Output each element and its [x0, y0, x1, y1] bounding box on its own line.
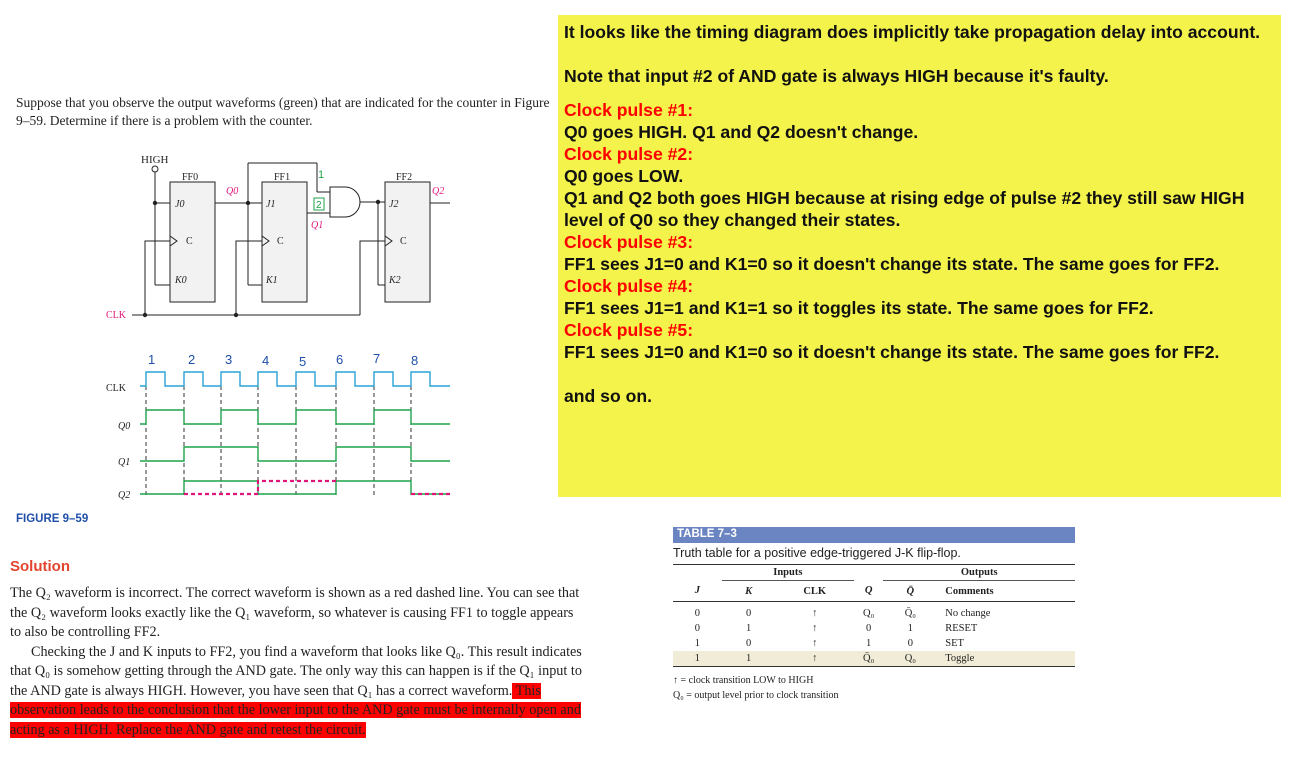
clock-pulse-5-heading: Clock pulse #5: [564, 320, 694, 340]
highlighted-conclusion: This observation leads to the conclusion that the lower input to the AND gate must be internally open and acting as a HIGH. Replace the AND gate and retest the circuit. [10, 682, 581, 738]
cell-q: 0 [866, 623, 872, 634]
and-gate [330, 187, 360, 217]
and-input-2-label: 2 [316, 200, 322, 211]
pulse-number-3: 3 [225, 352, 233, 367]
ff2-j-pin: J2 [389, 199, 399, 210]
cell-clk: ↑ [812, 638, 818, 649]
cell-clk: ↑ [775, 651, 853, 667]
wave-label-q0: Q0 [118, 421, 131, 432]
cell-q-bar: 1 [907, 623, 913, 634]
clk-waveform [140, 372, 450, 386]
ff0-label: FF0 [182, 172, 199, 183]
cell-q: 1 [866, 638, 872, 649]
pulse-number-8: 8 [411, 353, 419, 368]
note-line-1: It looks like the timing diagram does implicitly take propagation delay into account. [564, 22, 1261, 42]
q2-waveform [140, 481, 450, 494]
ff0-c-pin: C [186, 236, 193, 247]
table-title: TABLE 7–3 [673, 527, 1075, 543]
clock-pulse-1-text: Q0 goes HIGH. Q1 and Q2 doesn't change. [564, 122, 919, 142]
cell-j: 0 [694, 623, 701, 634]
clk-input-label: CLK [106, 310, 126, 321]
clock-pulse-2-heading: Clock pulse #2: [564, 144, 694, 164]
cell-j: 1 [673, 651, 722, 667]
table-caption: Truth table for a positive edge-triggered J-K flip-flop. [673, 543, 1075, 565]
table-note-arrow: ↑ = clock transition LOW to HIGH [673, 675, 814, 686]
solution-paragraph-1: The Q₂ waveform is incorrect. The correct waveform is shown as a red dashed line. You can see that the Q₂ waveform looks exactly like the Q₁ waveform, so whatever is causing FF1 to toggle appears to also be controlling FF2. [10, 585, 580, 640]
table-notes [673, 667, 1075, 703]
cell-comment: Toggle [937, 651, 1075, 667]
ff2-k-pin: K2 [389, 275, 401, 286]
ff1-c-pin: C [277, 236, 284, 247]
ff2-label: FF2 [396, 172, 413, 183]
pulse-number-5: 5 [299, 354, 307, 369]
clock-pulse-5-text: FF1 sees J1=0 and K1=0 so it doesn't change its state. The same goes for FF2. [564, 342, 1220, 362]
clock-pulse-3-heading: Clock pulse #3: [564, 232, 694, 252]
explanation-note [558, 15, 1281, 497]
truth-table-block [673, 527, 1075, 703]
pulse-number-2: 2 [188, 352, 196, 367]
group-outputs: Outputs [883, 565, 1075, 581]
pulse-number-6: 6 [336, 352, 344, 367]
wave-label-q2: Q2 [118, 490, 131, 501]
cell-j: 0 [694, 608, 701, 619]
ff1-j-pin: J1 [266, 199, 276, 210]
clock-pulse-1-heading: Clock pulse #1: [564, 100, 694, 120]
q0-waveform [140, 410, 450, 424]
cell-k: 0 [746, 608, 752, 619]
problem-statement: Suppose that you observe the output waveforms (green) that are indicated for the counter in Figure 9–59. Determine if there is a problem with the counter. [16, 95, 550, 128]
cell-clk: ↑ [812, 623, 818, 634]
clock-pulse-3-text: FF1 sees J1=0 and K1=0 so it doesn't change its state. The same goes for FF2. [564, 254, 1220, 274]
col-j: J [673, 581, 722, 602]
table-row [673, 636, 1075, 651]
figure-caption: FIGURE 9–59 [16, 513, 89, 525]
table-note-q0: Q₀ = output level prior to clock transition [673, 690, 839, 701]
empty-cell [673, 565, 722, 581]
col-clk: CLK [775, 581, 853, 602]
pulse-number-4: 4 [262, 353, 270, 368]
truth-table [673, 565, 1075, 667]
table-row [673, 651, 1075, 667]
ff0-j-pin: J0 [175, 199, 185, 210]
cell-q: Q̄₀ [854, 651, 883, 667]
ff1-label: FF1 [274, 172, 291, 183]
figure-9-59 [0, 145, 560, 510]
q0-output-label: Q0 [226, 186, 239, 197]
pulse-number-7: 7 [373, 351, 381, 366]
cell-comment: RESET [945, 623, 978, 634]
cell-k: 1 [746, 623, 752, 634]
clock-pulse-2-text-b: Q1 and Q2 both goes HIGH because at rising edge of pulse #2 they still saw HIGH level of Q0 so they changed their states. [564, 188, 1245, 230]
ff0-k-pin: K0 [175, 275, 187, 286]
clock-pulse-4-heading: Clock pulse #4: [564, 276, 694, 296]
cell-q-bar: Q₀ [883, 651, 937, 667]
note-ending: and so on. [564, 386, 652, 406]
cell-q-bar: Q̄₀ [904, 608, 916, 619]
group-inputs: Inputs [722, 565, 854, 581]
clock-pulse-2-text-a: Q0 goes LOW. [564, 166, 684, 186]
col-comments: Comments [937, 581, 1075, 602]
empty-cell [854, 565, 883, 581]
high-label: HIGH [141, 154, 169, 166]
note-line-2: Note that input #2 of AND gate is always HIGH because it's faulty. [564, 66, 1109, 86]
cell-j: 1 [694, 638, 701, 649]
cell-comment: No change [945, 608, 991, 619]
col-q: Q [854, 581, 883, 602]
pulse-number-1: 1 [148, 352, 156, 367]
cell-clk: ↑ [812, 608, 818, 619]
solution-paragraph-2-text: Checking the J and K inputs to FF2, you find a waveform that looks like Q₀. This result indicates that Q₀ is somehow getting through the AND gate. The only way this can happen is if the Q₁ input to the AND gate is always HIGH. However, you have seen that Q₁ has a correct waveform. [10, 643, 582, 699]
q1-waveform [140, 447, 450, 461]
wave-label-q1: Q1 [118, 457, 131, 468]
q1-output-label: Q1 [311, 220, 324, 231]
cell-q: Q₀ [863, 608, 875, 619]
ff1-k-pin: K1 [266, 275, 278, 286]
q2-correct-waveform [184, 481, 450, 494]
table-row [673, 602, 1075, 622]
cell-k: 0 [746, 638, 752, 649]
solution-text [10, 584, 585, 740]
cell-k: 1 [722, 651, 776, 667]
cell-q-bar: 0 [907, 638, 913, 649]
col-q-bar: Q̄ [883, 581, 937, 602]
ff2-c-pin: C [400, 236, 407, 247]
wave-label-clk: CLK [106, 383, 126, 394]
solution-paragraph-2 [10, 643, 585, 741]
table-row [673, 621, 1075, 636]
pulse-numbers [148, 351, 418, 369]
clock-pulse-4-text: FF1 sees J1=1 and K1=1 so it toggles its state. The same goes for FF2. [564, 298, 1154, 318]
and-input-1-label: 1 [318, 169, 325, 181]
col-k: K [722, 581, 776, 602]
solution-heading: Solution [10, 558, 70, 575]
cell-comment: SET [945, 638, 964, 649]
q2-output-label: Q2 [432, 186, 445, 197]
timing-waveforms [140, 372, 450, 498]
